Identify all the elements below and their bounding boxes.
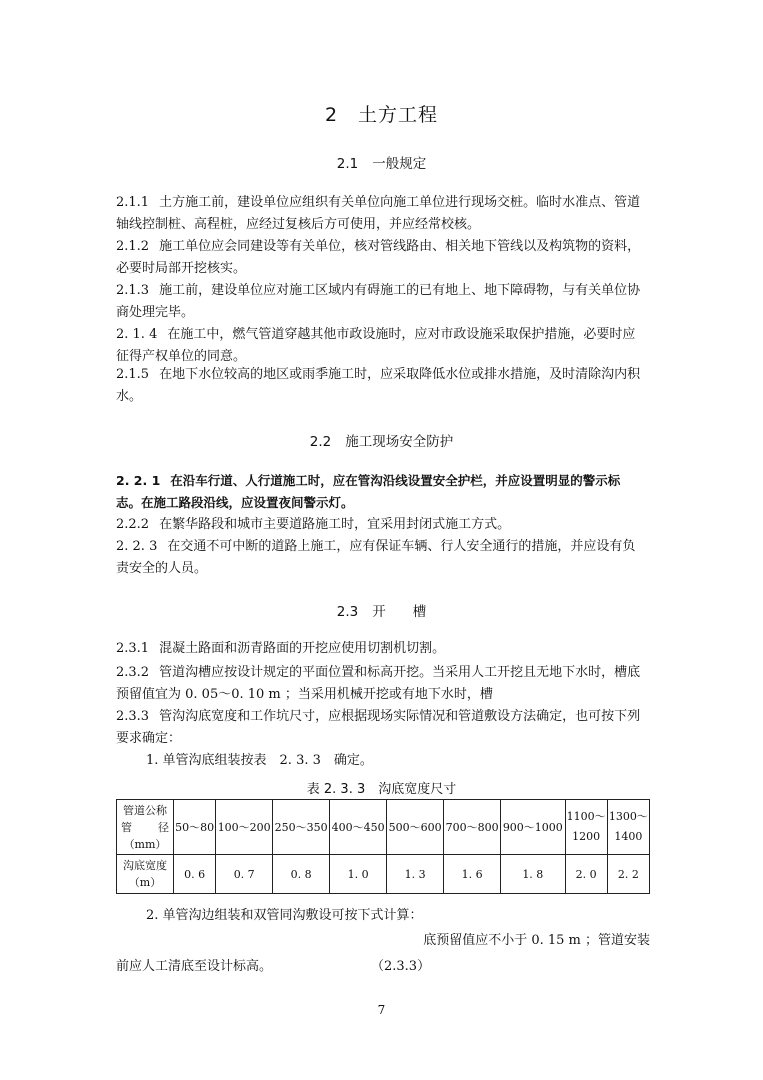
clause-2-3-3: [116, 706, 650, 750]
table-cell-size: 1100～ 1200: [565, 800, 607, 855]
clause-text: 在繁华路段和城市主要道路施工时，宜采用封闭式施工方式。: [159, 517, 511, 532]
clause-2-2-1: [116, 470, 650, 514]
section-heading-2-2: [0, 430, 763, 450]
section-number: 2.1: [336, 156, 359, 172]
clause-text-cont: 水。: [116, 389, 143, 404]
equation-reference: （2.3.3）: [371, 959, 431, 974]
clause-text-cont: 责安全的人员。: [116, 561, 208, 576]
row-label-line: 沟底宽度: [123, 859, 167, 872]
table-cell-width: 1. 0: [330, 855, 387, 894]
table-cell-width: 0. 7: [216, 855, 273, 894]
clause-text: 在沿车行道、人行道施工时，应在管沟沿线设置安全护栏，并应设置明显的警示标: [170, 473, 621, 488]
clause-number: 2.3.1: [116, 641, 150, 656]
clause-2-3-2: [116, 662, 650, 706]
clause-2-2-3: [116, 536, 650, 580]
table-row-widths: [117, 855, 650, 894]
header-line: 管道公称: [123, 803, 167, 817]
clause-number: 2. 1. 4: [116, 327, 158, 342]
clause-text-cont: 必要时局部开挖核实。: [116, 261, 247, 276]
section-title: 开 槽: [372, 604, 427, 620]
clause-text: 土方施工前，建设单位应组织有关单位向施工单位进行现场交桩。临时水准点、管道: [159, 195, 641, 210]
clause-text-cont: 志。在施工路段沿线，应设置夜间警示灯。: [116, 495, 354, 510]
clause-2-1-2: [116, 236, 650, 280]
clause-text-cont: 要求确定：: [116, 731, 182, 746]
section-heading-2-1: [0, 152, 763, 172]
list-item-1: 1. 单管沟底组装按表 2. 3. 3 确定。: [146, 753, 373, 768]
clause-text: 管道沟槽应按设计规定的平面位置和标高开挖。当采用人工开挖且无地下水时，槽底: [159, 665, 641, 680]
clause-text: 在地下水位较高的地区或雨季施工时，应采取降低水位或排水措施，及时清除沟内积: [159, 367, 641, 382]
clause-2-2-2: [116, 514, 650, 536]
table-cell-size: 1300～ 1400: [607, 800, 649, 855]
clause-number: 2.1.1: [116, 195, 150, 210]
table-row-label: [117, 855, 174, 894]
clause-2-1-3: [116, 280, 650, 324]
row-label-line: （m）: [128, 876, 162, 889]
tail-text-line-2: [116, 956, 650, 978]
clause-text: 施工前，建设单位应对施工区域内有碍施工的已有地上、地下障碍物，与有关单位协: [159, 283, 641, 298]
table-cell-size: 250～350: [273, 800, 330, 855]
list-item-2: 2. 单管沟边组装和双管同沟敷设可按下式计算：: [146, 908, 423, 923]
section-number: 2.3: [336, 604, 359, 620]
clause-text-cont: 商处理完毕。: [116, 305, 195, 320]
clause-text: 在施工中，燃气管道穿越其他市政设施时，应对市政设施采取保护措施，必要时应: [167, 327, 636, 342]
header-line: （mm）: [123, 837, 167, 851]
table-cell-size: 700～800: [444, 800, 501, 855]
clause-number: 2. 2. 1: [116, 473, 161, 488]
clause-2-1-4: [116, 324, 650, 368]
section-heading-2-3: [0, 600, 763, 620]
tail-text-line: 底预留值应不小于 0. 15 m ；管道安装: [423, 933, 650, 948]
clause-text: 在交通不可中断的道路上施工，应有保证车辆、行人安全通行的措施，并应设有负: [167, 539, 636, 554]
header-line: 管 径: [121, 820, 169, 834]
table-cell-width: 1. 6: [444, 855, 501, 894]
table-cell-width: 0. 8: [273, 855, 330, 894]
table-cell-size: 400～450: [330, 800, 387, 855]
clause-2-1-1: [116, 192, 650, 236]
table-cell-size: 100～200: [216, 800, 273, 855]
clause-text-cont: 轴线控制桩、高程桩，应经过复核后方可使用，并应经常校核。: [116, 217, 481, 232]
table-cell-size: 500～600: [387, 800, 444, 855]
table-cell-width: 0. 6: [174, 855, 216, 894]
clause-text-cont: 预留值宜为 0. 05～0. 10 m ；当采用机械开挖或有地下水时，槽: [116, 687, 493, 702]
clause-text: 管沟沟底宽度和工作坑尺寸，应根据现场实际情况和管道敷设方法确定，也可按下列: [159, 709, 641, 724]
clause-number: 2.3.2: [116, 665, 150, 680]
table-cell-width: 1. 8: [501, 855, 565, 894]
clause-text: 施工单位应会同建设等有关单位，核对管线路由、相关地下管线以及构筑物的资料，: [159, 239, 641, 254]
trench-width-table: [116, 799, 650, 894]
section-number: 2.2: [309, 434, 332, 450]
table-cell-size: 50～80: [174, 800, 216, 855]
clause-2-3-1: [116, 638, 650, 660]
clause-number: 2. 2. 3: [116, 539, 158, 554]
clause-number: 2.3.3: [116, 709, 150, 724]
page-number: 7: [377, 1003, 386, 1017]
clause-number: 2.1.5: [116, 367, 150, 382]
clause-text: 混凝土路面和沥青路面的开挖应使用切割机切割。: [159, 641, 446, 656]
table-cell-width: 2. 0: [565, 855, 607, 894]
table-cell-width: 1. 3: [387, 855, 444, 894]
table-cell-size: 900～1000: [501, 800, 565, 855]
section-title: 施工现场安全防护: [345, 434, 454, 450]
table-cell-width: 2. 2: [607, 855, 649, 894]
table-row-sizes: [117, 800, 650, 855]
table-caption: 表 2. 3. 3 沟底宽度尺寸: [306, 782, 457, 797]
clause-number: 2.1.3: [116, 283, 150, 298]
clause-number: 2.2.2: [116, 517, 150, 532]
tail-text: 前应人工清底至设计标高。: [116, 959, 273, 974]
clause-number: 2.1.2: [116, 239, 150, 254]
table-header-cell: [117, 800, 174, 855]
clause-text-cont: 征得产权单位的同意。: [116, 349, 247, 364]
chapter-title: 2 土方工程: [324, 104, 439, 126]
section-title: 一般规定: [372, 156, 427, 172]
clause-2-1-5: [116, 364, 650, 408]
